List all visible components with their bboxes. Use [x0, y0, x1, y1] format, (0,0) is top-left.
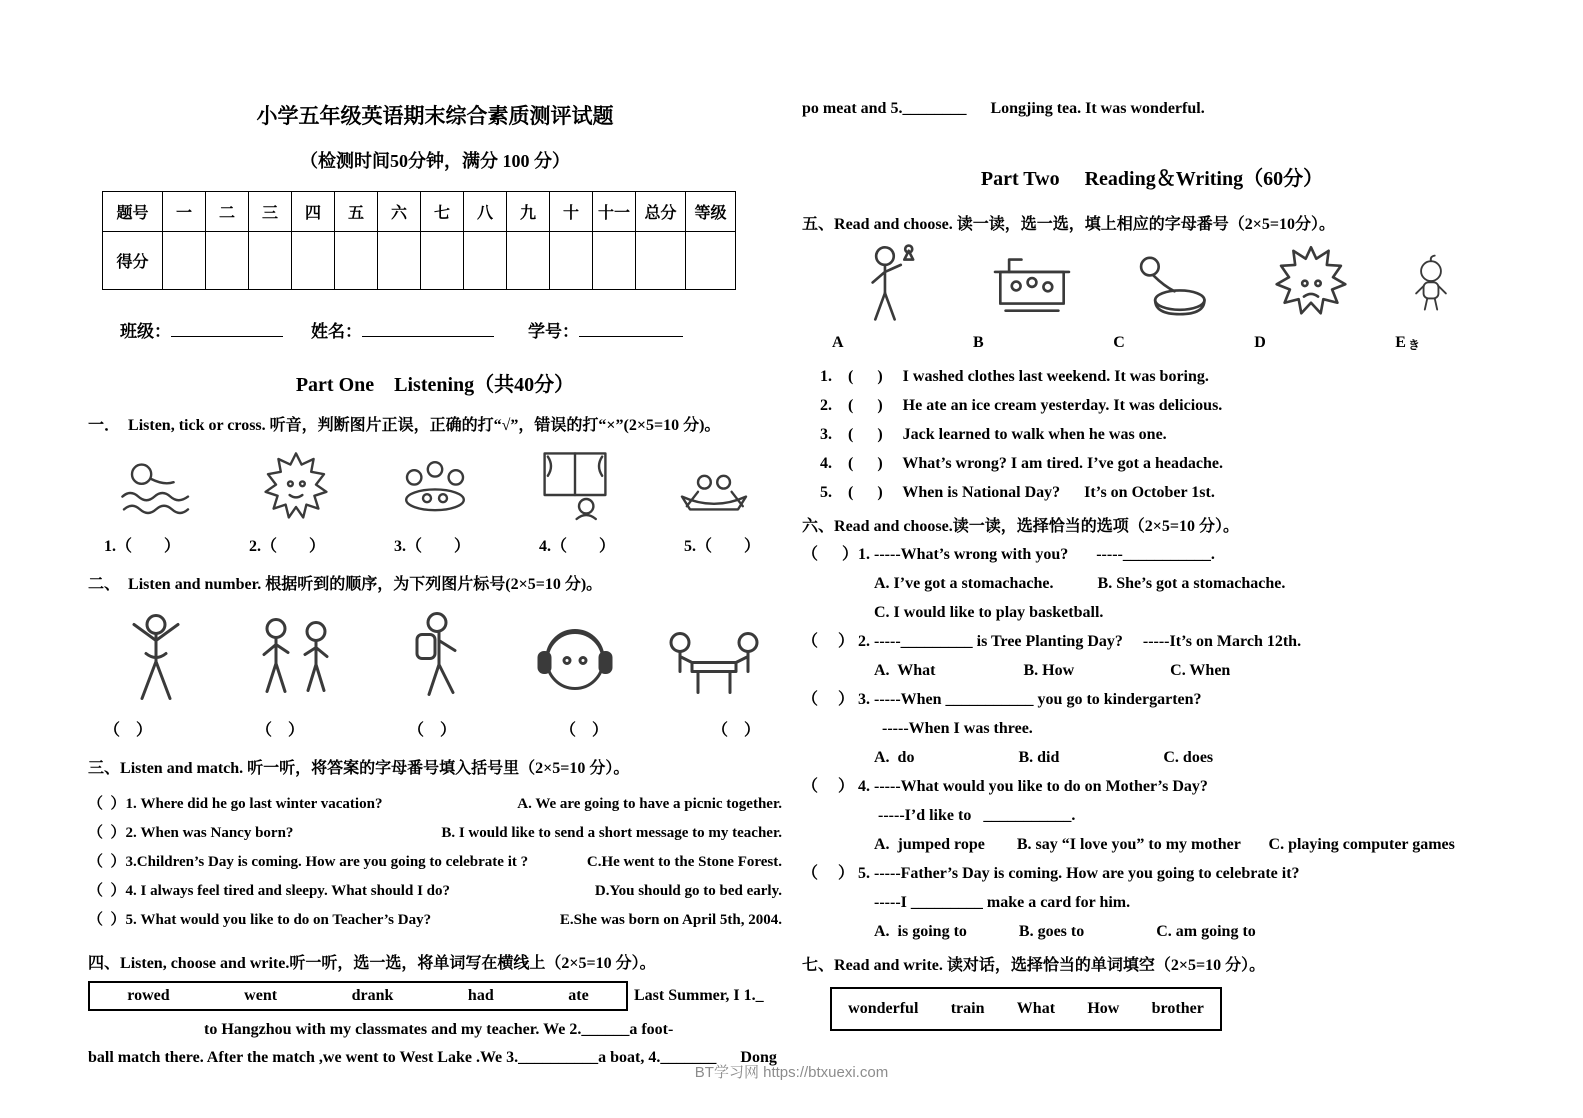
image-label-d: D: [1254, 334, 1266, 351]
image-label-e: E: [1395, 334, 1406, 351]
word-bank-word: train: [950, 1000, 985, 1017]
match-answer: C.He went to the Stone Forest.: [586, 854, 782, 870]
image-superhero-face: [246, 447, 346, 527]
score-cell: [335, 232, 378, 290]
section7-title-zh: 读对话，选择恰当的单词填空（2×5=10 分）。: [942, 957, 1266, 974]
q4-line1: （ ） 4. -----What would you like to do on Mother’s Day?: [802, 778, 1208, 795]
section4-title-en: Listen, choose and write.: [120, 955, 290, 972]
answer-bracket-3: 3.（ ）: [393, 538, 470, 555]
word-bank-word: wonderful: [848, 1000, 919, 1017]
image-kids-playing-chess: [664, 606, 764, 711]
match-row-3: [88, 848, 782, 877]
section5-heading: [802, 211, 1502, 234]
score-cell: [593, 232, 636, 290]
q2-options: A. What B. How C. When: [874, 662, 1231, 679]
section5-image-labels: [802, 334, 1502, 352]
match-row-5: [88, 906, 782, 935]
image-label-a: A: [832, 334, 844, 351]
q5-line1: （ ） 5. -----Father’s Day is coming. How are you going to celebrate it?: [802, 865, 1300, 882]
score-cell: [378, 232, 421, 290]
word-bank-box: [88, 981, 628, 1011]
score-col: 六: [378, 192, 421, 232]
section1-heading: [88, 412, 782, 435]
student-id-blank: [579, 322, 683, 337]
word-bank-word: drank: [351, 987, 394, 1004]
student-info-row: [120, 317, 782, 342]
score-col: 五: [335, 192, 378, 232]
word-bank-word: What: [1016, 1000, 1056, 1017]
section4-wordbank-row: [88, 981, 782, 1011]
word-bank-word: rowed: [127, 987, 170, 1004]
q3-line1: （ ） 3. -----When ___________ you go to kindergarten?: [802, 691, 1202, 708]
answer-bracket-4: （ ）: [559, 722, 608, 739]
q1-options-ab: A. I’ve got a stomachache. B. She’s got a stomachache.: [874, 575, 1286, 592]
score-cell: [249, 232, 292, 290]
section5-title-en: Read and choose.: [834, 216, 953, 233]
score-cell: [206, 232, 249, 290]
right-column: [802, 100, 1502, 1031]
image-welcome-building: [982, 242, 1082, 330]
section5-item-5: 5. ( ) When is National Day? It’s on October 1st.: [820, 484, 1215, 501]
score-cell: [507, 232, 550, 290]
score-cell: [421, 232, 464, 290]
doc-subtitle: （检测时间50分钟，满分 100 分）: [300, 151, 570, 171]
score-col: 二: [206, 192, 249, 232]
doc-title: 小学五年级英语期末综合素质测评试题: [256, 104, 614, 128]
section5-number: 五、: [802, 216, 835, 233]
section2-answers: [88, 717, 782, 740]
q5-answer-line: -----I _________ make a card for him.: [874, 894, 1131, 911]
score-col: 一: [163, 192, 206, 232]
match-question: （ ）5. What would you like to do on Teacher’s Day?: [88, 912, 432, 928]
score-table-label-score: 得分: [103, 232, 163, 290]
image-family-dinner: [385, 447, 485, 527]
match-row-2: [88, 819, 782, 848]
score-cell-total: [636, 232, 686, 290]
part-one-title: Part One Listening（共40分）: [295, 374, 575, 396]
match-answer: B. I would like to send a short message to my teacher.: [441, 825, 782, 841]
score-cell: [464, 232, 507, 290]
cloze-text-start: Last Summer, I 1._: [634, 987, 764, 1004]
image-label-c: C: [1113, 334, 1125, 351]
section1-number: 一．: [88, 417, 121, 434]
score-col: 三: [249, 192, 292, 232]
section6-title-zh: 读一读，选择恰当的选项（2×5=10 分）。: [952, 518, 1239, 535]
q1-line1: （ ）1. -----What’s wrong with you? -----___________.: [802, 546, 1215, 563]
score-col: 十: [550, 192, 593, 232]
answer-bracket-3: （ ）: [407, 722, 456, 739]
answer-bracket-2: 2.（ ）: [248, 538, 325, 555]
image-girl-washing-clothes: [1121, 242, 1221, 330]
match-question: （ ）4. I always feel tired and sleepy. What should I do?: [88, 883, 450, 899]
score-col-total: 总分: [636, 192, 686, 232]
image-kids-rowing-boat: [664, 447, 764, 527]
word-bank-word: brother: [1151, 1000, 1204, 1017]
image-swimming-girl: [106, 447, 206, 527]
answer-bracket-1: 1.（ ）: [104, 538, 181, 555]
section5-item-2: 2. ( ) He ate an ice cream yesterday. It was delicious.: [820, 397, 1223, 414]
image-girl-at-window: [525, 447, 625, 527]
section3-title-en: Listen and match.: [120, 760, 244, 777]
score-cell: [550, 232, 593, 290]
image-girl-with-headphones: [525, 606, 625, 711]
match-answer: D.You should go to bed early.: [594, 883, 782, 899]
image-label-b: B: [973, 334, 984, 351]
section2-title-zh: 根据听到的顺序，为下列图片标号(2×5=10 分)。: [261, 576, 603, 593]
part-two-title: Part Two Reading＆Writing（60分）: [980, 168, 1324, 190]
section3-match-list: [88, 790, 782, 935]
class-label: 班级：: [120, 322, 171, 341]
q1-option-c: C. I would like to play basketball.: [874, 604, 1104, 621]
section4-heading: [88, 950, 782, 973]
word-bank-word: went: [244, 987, 278, 1004]
student-id-label: 学号：: [528, 322, 579, 341]
score-table-header-row: [103, 192, 736, 232]
cloze-text-line2: to Hangzhou with my classmates and my teacher. We 2.______a foot-: [204, 1021, 674, 1038]
q2-line1: （ ） 2. -----_________ is Tree Planting Day? -----It’s on March 12th.: [802, 633, 1302, 650]
q4-answer-line: -----I’d like to ___________.: [874, 807, 1076, 824]
section7-title-en: Read and write.: [834, 957, 943, 974]
section7-heading: [802, 952, 1502, 975]
name-blank: [362, 322, 494, 337]
score-col-grade: 等级: [686, 192, 736, 232]
section1-images: [88, 447, 782, 527]
section3-heading: [88, 755, 782, 778]
section5-items: [802, 362, 1502, 507]
answer-bracket-1: （ ）: [104, 722, 153, 739]
section5-images: [802, 242, 1502, 330]
left-column: [88, 100, 782, 1067]
section4-number: 四、: [88, 955, 121, 972]
section6-number: 六、: [802, 518, 835, 535]
match-answer: A. We are going to have a picnic together.: [517, 796, 782, 812]
image-headache-face: [1261, 242, 1361, 330]
section5-item-3: 3. ( ) Jack learned to walk when he was one.: [820, 426, 1167, 443]
match-row-1: [88, 790, 782, 819]
match-answer: E.She was born on April 5th, 2004.: [559, 912, 782, 928]
clipart-glyph: き: [1407, 338, 1420, 352]
q3-answer-line: -----When I was three.: [874, 720, 1033, 737]
score-table-label-question: 题号: [103, 192, 163, 232]
score-table-score-row: [103, 232, 736, 290]
section2-title-en: Listen and number.: [120, 576, 262, 593]
section1-title-en: Listen, tick or cross.: [120, 417, 266, 434]
q5-options: A. is going to B. goes to C. am going to: [874, 923, 1256, 940]
answer-bracket-2: （ ）: [255, 722, 304, 739]
score-cell: [163, 232, 206, 290]
cloze-text-line3: ball match there. After the match ,we went to West Lake .We 3.__________a boat, 4._______ Dong: [88, 1049, 777, 1066]
section5-item-1: 1. ( ) I washed clothes last weekend. It was boring.: [820, 368, 1209, 385]
section2-heading: [88, 571, 782, 594]
class-blank: [171, 322, 283, 337]
score-cell-grade: [686, 232, 736, 290]
image-baby: [1400, 242, 1462, 330]
section2-number: 二、: [88, 576, 121, 593]
section7-number: 七、: [802, 957, 835, 974]
word-bank-box-2: [830, 987, 1222, 1031]
word-bank-word: ate: [568, 987, 589, 1004]
answer-bracket-5: 5.（ ）: [683, 538, 760, 555]
match-question: （ ）2. When was Nancy born?: [88, 825, 294, 841]
section3-title-zh: 听一听，将答案的字母番号填入括号里（2×5=10 分）。: [243, 760, 630, 777]
q4-options: A. jumped rope B. say “I love you” to my mother C. playing computer games: [874, 836, 1455, 853]
section4-title-zh: 听一听，选一选，将单词写在横线上（2×5=10 分）。: [289, 955, 656, 972]
score-cell: [292, 232, 335, 290]
score-col: 八: [464, 192, 507, 232]
section3-number: 三、: [88, 760, 121, 777]
section5-title-zh: 读一读，选一选，填上相应的字母番号（2×5=10分）。: [952, 216, 1335, 233]
score-col: 七: [421, 192, 464, 232]
word-bank-word: How: [1087, 1000, 1120, 1017]
match-question: （ ）3.Children’s Day is coming. How are you going to celebrate it ?: [88, 854, 529, 870]
match-question: （ ）1. Where did he go last winter vacation?: [88, 796, 383, 812]
section1-answers: [88, 533, 782, 556]
cloze-text-continuation: po meat and 5.________ Longjing tea. It was wonderful.: [802, 100, 1205, 117]
section2-images: [88, 606, 782, 711]
section6-title-en: Read and choose.: [834, 518, 953, 535]
score-table: [102, 191, 736, 290]
score-col: 九: [507, 192, 550, 232]
section6-questions: [802, 540, 1502, 946]
answer-bracket-4: 4.（ ）: [538, 538, 615, 555]
image-two-kids-talking: [246, 606, 346, 711]
watermark-footer: BT学习网 https://btxuexi.com: [694, 1064, 889, 1081]
score-col: 十一: [593, 192, 636, 232]
image-boy-with-backpack: [385, 606, 485, 711]
match-row-4: [88, 877, 782, 906]
section1-title-zh: 听音，判断图片正误，正确的打“√”，错误的打“×”(2×5=10 分)。: [265, 417, 721, 434]
image-ballet-dancer: [106, 606, 206, 711]
q3-options: A. do B. did C. does: [874, 749, 1214, 766]
score-col: 四: [292, 192, 335, 232]
image-boy-with-ice-cream: [842, 242, 942, 330]
answer-bracket-5: （ ）: [711, 722, 760, 739]
word-bank-word: had: [467, 987, 494, 1004]
name-label: 姓名：: [311, 322, 362, 341]
section6-heading: [802, 513, 1502, 536]
section5-item-4: 4. ( ) What’s wrong? I am tired. I’ve got a headache.: [820, 455, 1223, 472]
